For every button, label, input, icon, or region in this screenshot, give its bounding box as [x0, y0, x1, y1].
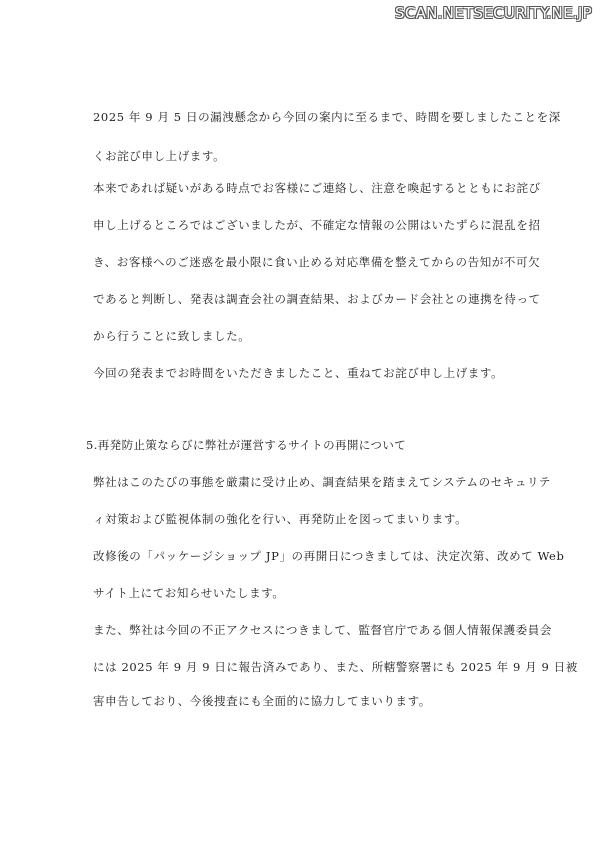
- paragraph-line: くお詫び申し上げます。: [93, 149, 226, 163]
- watermark: SCAN.NETSECURITY.NE.JP: [395, 4, 592, 22]
- paragraph-line: き、お客様へのご迷惑を最小限に食い止める対応準備を整えてからの告知が不可欠: [93, 255, 541, 269]
- paragraph-line: から行うことに致しました。: [93, 329, 251, 343]
- paragraph-line: 今回の発表までお時間をいただきましたこと、重ねてお詫び申し上げます。: [93, 366, 504, 380]
- paragraph-line: 改修後の「パッケージショップ JP」の再開日につきましては、決定次第、改めて Web: [93, 549, 565, 563]
- paragraph-line: サイト上にてお知らせいたします。: [93, 586, 285, 600]
- paragraph-line: また、弊社は今回の不正アクセスにつきまして、監督官庁である個人情報保護委員会: [93, 623, 552, 637]
- paragraph-line: であると判断し、発表は調査会社の調査結果、およびカード会社との連携を待って: [93, 292, 541, 306]
- paragraph-line: 弊社はこのたびの事態を厳粛に受け止め、調査結果を踏まえてシステムのセキュリテ: [93, 475, 551, 489]
- section-heading: 5.再発防止策ならびに弊社が運営するサイトの再開について: [86, 438, 407, 452]
- paragraph-line: 本来であれば疑いがある時点でお客様にご連絡し、注意を喚起するとともにお詫び: [93, 181, 541, 195]
- paragraph-line: ィ対策および監視体制の強化を行い、再発防止を図ってまいります。: [93, 512, 468, 526]
- paragraph-line: 2025 年 9 月 5 日の漏洩懸念から今回の案内に至るまで、時間を要しましたことを深: [93, 110, 561, 124]
- paragraph-line: には 2025 年 9 月 9 日に報告済みであり、また、所轄警察署にも 2025 年 9 月 9 日被: [93, 660, 578, 674]
- paragraph-line: 申し上げるところではございましたが、不確定な情報の公開はいたずらに混乱を招: [93, 218, 541, 232]
- paragraph-line: 害申告しており、今後捜査にも全面的に協力してまいります。: [93, 694, 431, 708]
